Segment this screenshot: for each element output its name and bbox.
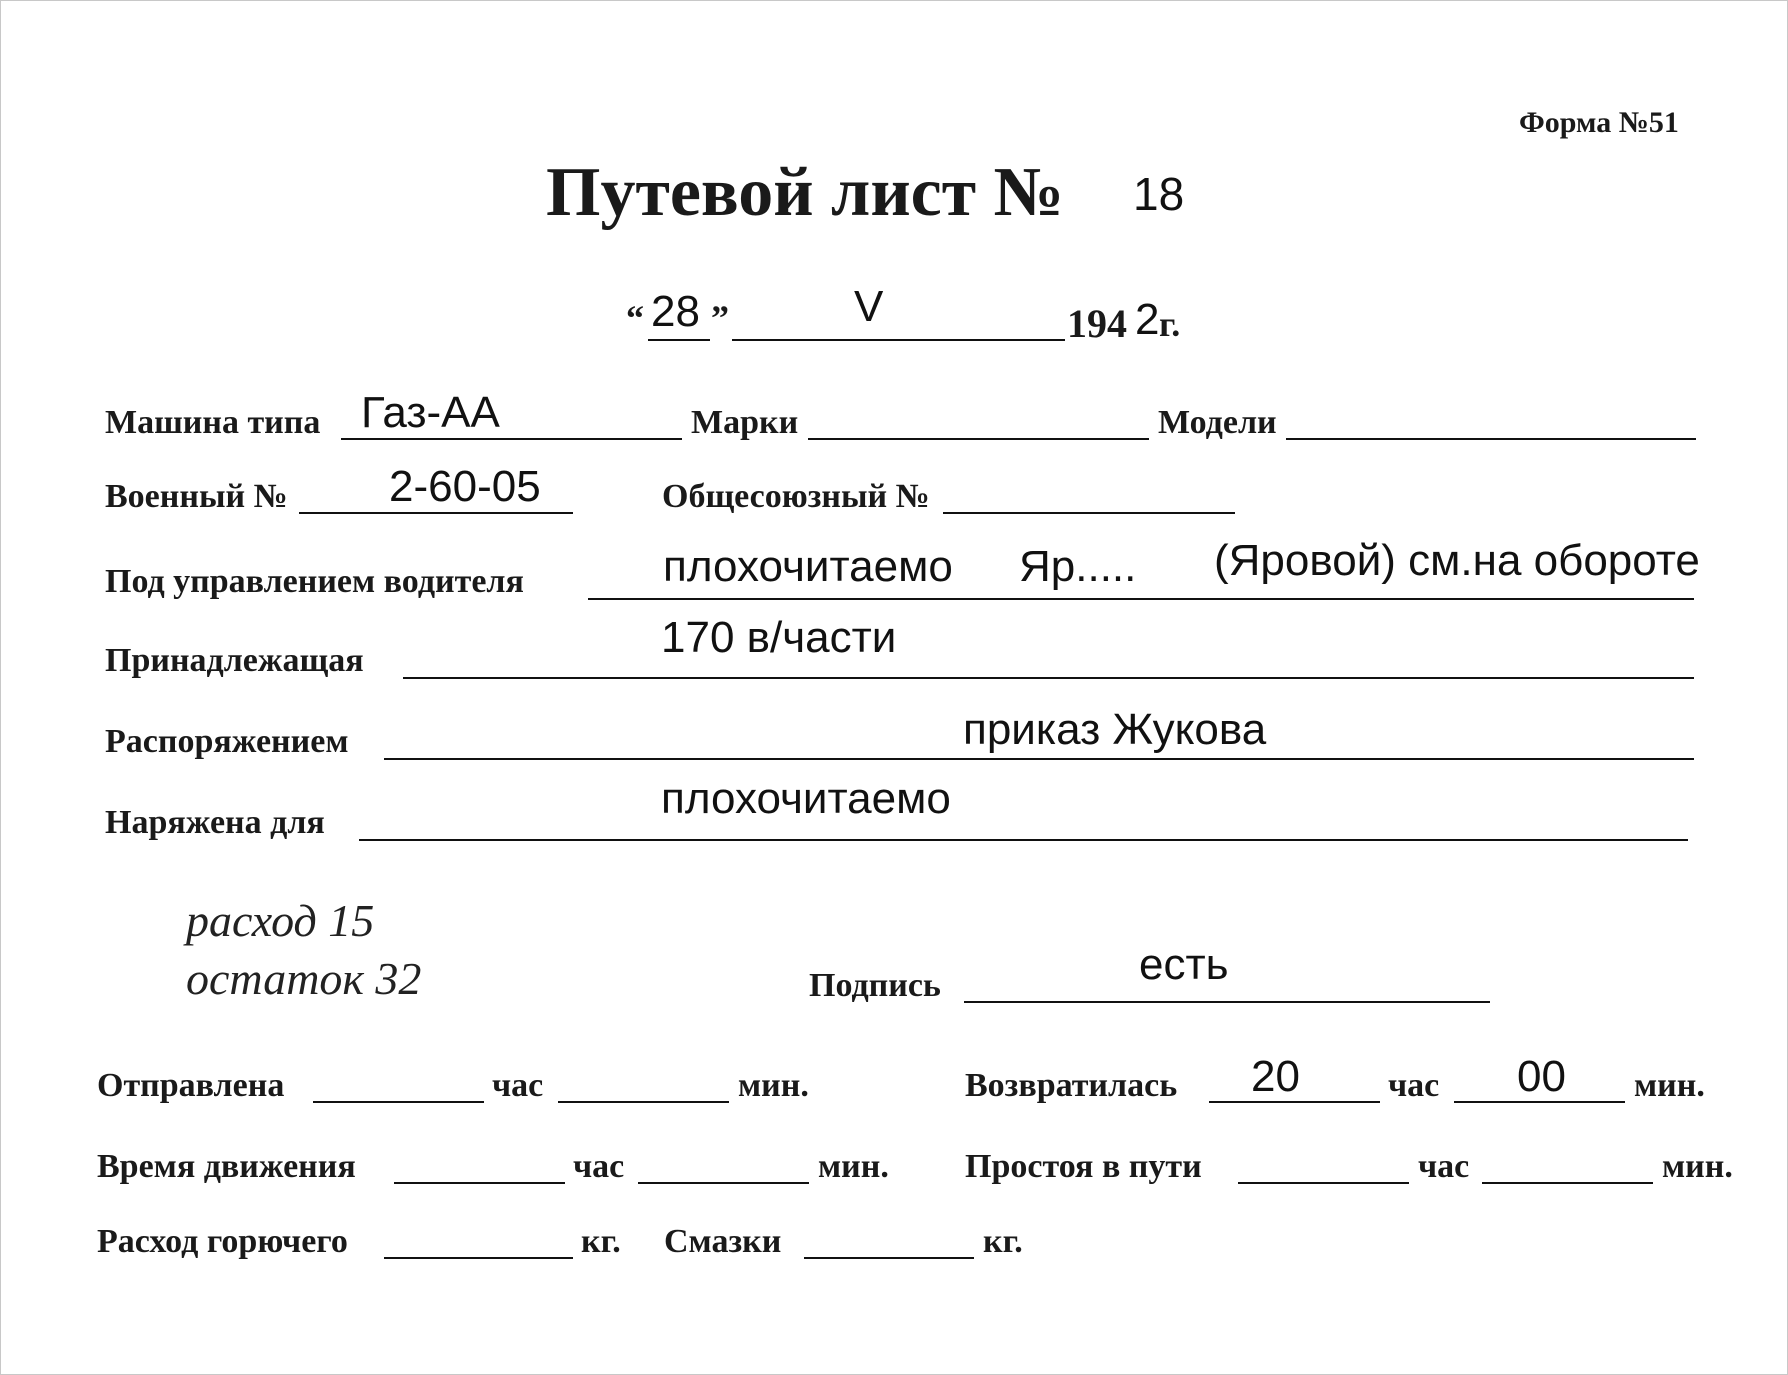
signature-line xyxy=(964,1001,1490,1003)
union-number-line xyxy=(943,512,1235,514)
returned-min: 00 xyxy=(1517,1052,1566,1101)
driver-value-1: плохочитаемо xyxy=(663,542,953,591)
sheet-number: 18 xyxy=(1133,168,1185,220)
returned-min-unit: мин. xyxy=(1634,1067,1705,1104)
note-consumption: расход 15 xyxy=(186,895,375,946)
date-year-suffix: г. xyxy=(1159,304,1181,344)
movement-min-line xyxy=(638,1182,809,1184)
returned-hour: 20 xyxy=(1251,1052,1300,1101)
idle-min-line xyxy=(1482,1182,1653,1184)
vehicle-type-line xyxy=(341,438,682,440)
movement-hour-line xyxy=(394,1182,565,1184)
departed-hour-unit: час xyxy=(492,1067,544,1104)
order-line xyxy=(384,758,1694,760)
belonging-line xyxy=(403,677,1694,679)
page-title: Путевой лист № xyxy=(546,154,1064,231)
belonging-label: Принадлежащая xyxy=(105,642,364,679)
movement-label: Время движения xyxy=(97,1148,356,1185)
fuel-label: Расход горючего xyxy=(97,1223,348,1260)
date-month: V xyxy=(854,282,884,331)
idle-min-unit: мин. xyxy=(1662,1148,1733,1185)
driver-value-2: Яр..... xyxy=(1019,542,1137,591)
returned-hour-unit: час xyxy=(1388,1067,1440,1104)
form-number: Форма №51 xyxy=(1519,106,1679,139)
departed-min-unit: мин. xyxy=(738,1067,809,1104)
returned-label: Возвратилась xyxy=(965,1067,1178,1104)
belonging-value: 170 в/части xyxy=(661,613,897,662)
vehicle-type-label: Машина типа xyxy=(105,404,321,441)
order-label: Распоряжением xyxy=(105,723,349,760)
assigned-line xyxy=(359,839,1688,841)
driver-value-3: (Яровой) см.на обороте xyxy=(1214,536,1700,585)
vehicle-model-line xyxy=(1286,438,1696,440)
departed-min-line xyxy=(558,1101,729,1103)
driver-line xyxy=(588,598,1694,600)
military-number-label: Военный № xyxy=(105,478,288,515)
idle-hour-line xyxy=(1238,1182,1409,1184)
date-day-line xyxy=(648,339,710,341)
military-number-line xyxy=(299,512,573,514)
idle-label: Простоя в пути xyxy=(965,1148,1202,1185)
signature-label: Подпись xyxy=(809,967,941,1004)
fuel-unit: кг. xyxy=(581,1223,621,1260)
lubricant-label: Смазки xyxy=(664,1223,782,1260)
assigned-label: Наряжена для xyxy=(105,804,325,841)
driver-label: Под управлением водителя xyxy=(105,563,524,600)
note-remainder: остаток 32 xyxy=(186,953,422,1004)
lubricant-line xyxy=(804,1257,974,1259)
fuel-line xyxy=(384,1257,573,1259)
vehicle-brand-line xyxy=(808,438,1149,440)
union-number-label: Общесоюзный № xyxy=(662,478,930,515)
departed-hour-line xyxy=(313,1101,484,1103)
departed-label: Отправлена xyxy=(97,1067,285,1104)
movement-hour-unit: час xyxy=(573,1148,625,1185)
date-close-quote: ” xyxy=(711,298,729,338)
date-day: 28 xyxy=(651,287,700,336)
vehicle-brand-label: Марки xyxy=(691,404,799,441)
date-year-printed: 194 xyxy=(1067,301,1127,346)
order-value: приказ Жукова xyxy=(963,705,1267,754)
idle-hour-unit: час xyxy=(1418,1148,1470,1185)
date-open-quote: “ xyxy=(626,298,644,338)
vehicle-model-label: Модели xyxy=(1158,404,1277,441)
lubricant-unit: кг. xyxy=(983,1223,1023,1260)
date-month-line xyxy=(732,339,1065,341)
military-number-value: 2-60-05 xyxy=(389,462,541,511)
assigned-value: плохочитаемо xyxy=(661,774,951,823)
vehicle-type-value: Газ-АА xyxy=(361,388,500,437)
signature-value: есть xyxy=(1139,940,1229,989)
movement-min-unit: мин. xyxy=(818,1148,889,1185)
date-year-written: 2 xyxy=(1135,295,1160,344)
